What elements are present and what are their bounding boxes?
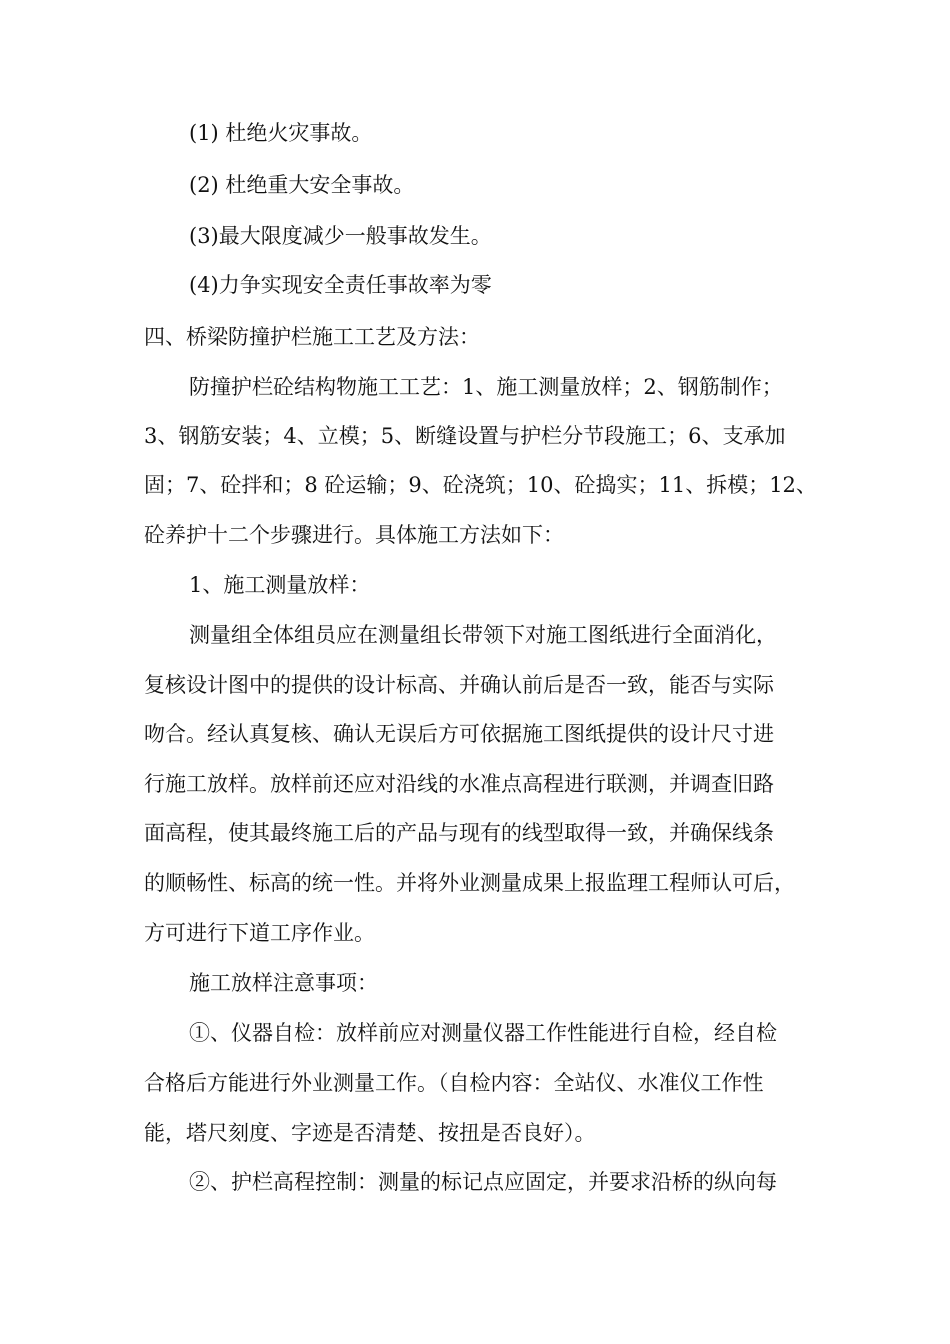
text-line: 能，塔尺刻度、字迹是否清楚、按扭是否良好）。 xyxy=(144,1121,596,1145)
text-line: 吻合。经认真复核、确认无误后方可依据施工图纸提供的设计尺寸进 xyxy=(144,722,774,746)
text-line: 3、钢筋安装；4、立模；5、断缝设置与护栏分节段施工；6、支承加 xyxy=(144,424,786,448)
text-line: 复核设计图中的提供的设计标高、并确认前后是否一致，能否与实际 xyxy=(144,673,774,697)
text-line: 测量组全体组员应在测量组长带领下对施工图纸进行全面消化， xyxy=(189,623,777,647)
text-line: 面高程，使其最终施工后的产品与现有的线型取得一致，并确保线条 xyxy=(144,821,774,845)
text-line: ②、护栏高程控制：测量的标记点应固定，并要求沿桥的纵向每 xyxy=(189,1170,777,1194)
text-line: 的顺畅性、标高的统一性。并将外业测量成果上报监理工程师认可后， xyxy=(144,871,795,895)
text-line: 合格后方能进行外业测量工作。（自检内容：全站仪、水准仪工作性 xyxy=(144,1071,764,1095)
text-line: 方可进行下道工序作业。 xyxy=(144,921,375,945)
text-line: ①、仪器自检：放样前应对测量仪器工作性能进行自检，经自检 xyxy=(189,1021,777,1045)
text-line: 砼养护十二个步骤进行。具体施工方法如下： xyxy=(144,523,564,547)
text-line: 行施工放样。放样前还应对沿线的水准点高程进行联测，并调查旧路 xyxy=(144,772,774,796)
text-line: (3)最大限度减少一般事故发生。 xyxy=(189,224,492,248)
subsection-heading: 施工放样注意事项： xyxy=(189,971,378,995)
subsection-heading: 1、施工测量放样： xyxy=(189,573,371,597)
text-line: (4)力争实现安全责任事故率为零 xyxy=(189,273,492,297)
text-line: (1) 杜绝火灾事故。 xyxy=(189,121,373,145)
text-line: (2) 杜绝重大安全事故。 xyxy=(189,173,415,197)
text-line: 固；7、砼拌和；8 砼运输；9、砼浇筑；10、砼捣实；11、拆模；12、 xyxy=(144,473,817,497)
section-heading: 四、桥梁防撞护栏施工工艺及方法： xyxy=(144,325,480,349)
text-line: 防撞护栏砼结构物施工工艺：1、施工测量放样；2、钢筋制作； xyxy=(189,375,783,399)
